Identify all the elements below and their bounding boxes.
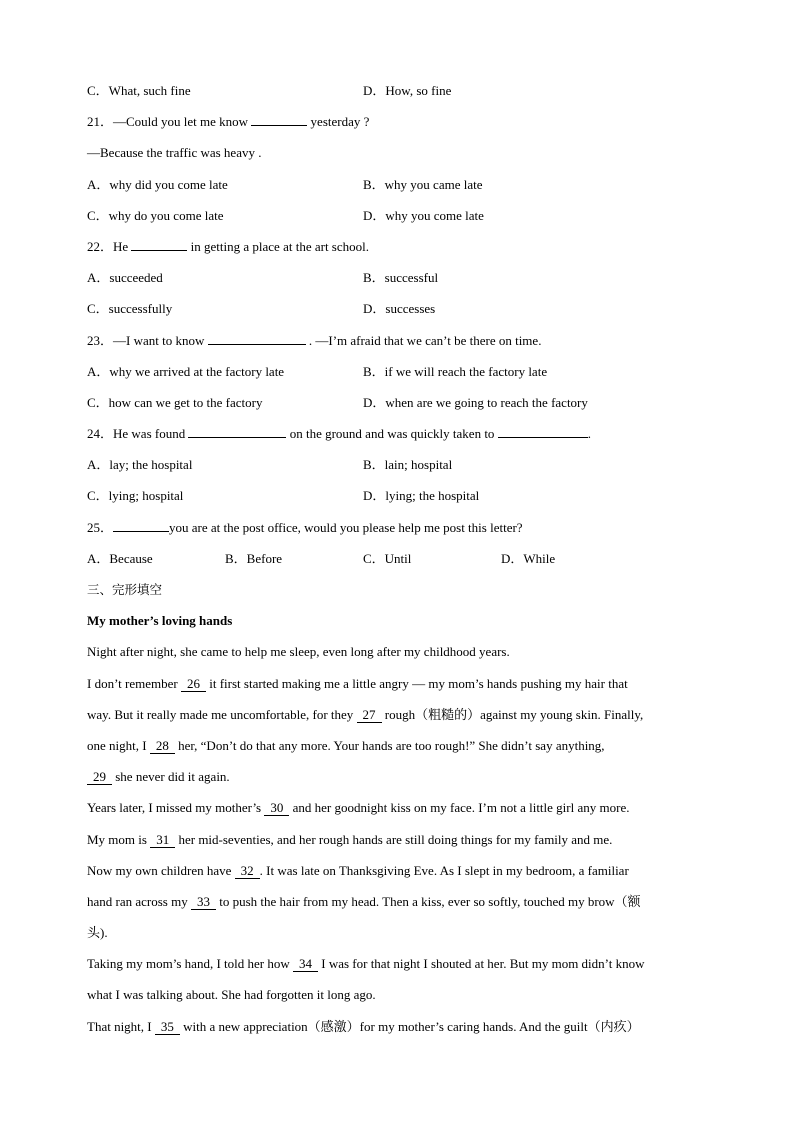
passage-title: My mother’s loving hands [87,613,233,629]
passage-text: . It was late on Thanksgiving Eve. As I slept in my bedroom, a familiar [259,862,629,878]
q22-stem [87,234,712,265]
passage-text: Taking my mom’s hand, I told her how [87,956,293,972]
q22-options-ab [87,265,712,296]
q22-blank [131,236,187,251]
passage-line-4 [87,733,712,764]
q22-option-c[interactable]: C．successfully [87,301,173,317]
blank-32[interactable]: 32 [235,864,260,879]
passage-line-10: 头). [87,925,108,941]
passage-text: with a new appreciation（感激）for my mother’s caring hands. And the guilt（内疚） [179,1018,640,1034]
q23-option-d[interactable]: D．when are we going to reach the factory [363,394,588,410]
blank-35[interactable]: 35 [155,1020,180,1035]
passage-line-7 [87,827,712,858]
passage-text: My mom is [87,831,151,847]
q21-answer-line: —Because the traffic was heavy . [87,145,262,161]
q21-stem [87,109,712,140]
blank-34[interactable]: 34 [293,957,318,972]
q24-option-a[interactable]: A．lay; the hospital [87,457,193,473]
q25-blank [113,517,169,532]
q20-options-cd [87,78,712,109]
passage-line-12: what I was talking about. She had forgotten it long ago. [87,987,376,1003]
passage-text: I don’t remember [87,675,181,691]
q23-option-a[interactable]: A．why we arrived at the factory late [87,363,285,379]
passage-text: way. But it really made me uncomfortable, for they [87,706,357,722]
q21-options-ab [87,172,712,203]
q21-option-c[interactable]: C．why do you come late [87,207,224,223]
q24-options-cd [87,483,712,514]
q22-options-cd [87,296,712,327]
q25-option-c[interactable]: C．Until [363,550,412,566]
q24-option-b[interactable]: B．lain; hospital [363,457,453,473]
q22-option-d[interactable]: D．successes [363,301,436,317]
q25-options [87,546,712,577]
q24-option-d[interactable]: D．lying; the hospital [363,488,480,504]
q24-option-c[interactable]: C．lying; hospital [87,488,184,504]
q22-stem-start: 22．He [87,238,129,254]
q25-stem-end: you are at the post office, would you please help me post this letter? [169,519,523,535]
q23-options-ab [87,359,712,390]
q20-option-c[interactable]: C．What, such fine [87,83,191,98]
q24-stem-end: . [587,426,591,442]
blank-30[interactable]: 30 [264,801,289,816]
q25-option-d[interactable]: D．While [501,550,556,566]
q23-blank [208,330,306,345]
q22-option-a[interactable]: A．succeeded [87,270,163,286]
q24-stem-middle: on the ground and was quickly taken to [289,426,495,442]
q20-option-d[interactable]: D．How, so fine [363,83,452,98]
passage-line-6 [87,795,712,826]
q21-stem-start: 21．—Could you let me know [87,114,249,130]
passage-text: one night, I [87,737,150,753]
blank-31[interactable]: 31 [150,833,175,848]
passage-text: Now my own children have [87,862,235,878]
q25-stem [87,515,712,546]
q22-stem-end: in getting a place at the art school. [190,238,369,254]
passage-line-5 [87,764,712,795]
q21-options-cd [87,203,712,234]
passage-text: I was for that night I shouted at her. But my mom didn’t know [317,956,645,972]
q24-blank-2 [498,423,588,438]
passage-line-13 [87,1014,712,1045]
q25-option-a[interactable]: A．Because [87,550,153,566]
blank-27[interactable]: 27 [357,708,382,723]
q23-option-c[interactable]: C．how can we get to the factory [87,394,263,410]
q25-stem-start: 25． [87,519,114,535]
passage-text: Years later, I missed my mother’s [87,800,265,816]
q25-option-b[interactable]: B．Before [225,550,283,566]
blank-33[interactable]: 33 [191,895,216,910]
q21-option-a[interactable]: A．why did you come late [87,176,228,192]
passage-line-9 [87,889,712,920]
passage-line-2 [87,671,712,702]
passage-text: hand ran across my [87,893,191,909]
passage-text: her, “Don’t do that any more. Your hands are too rough!” She didn’t say anything, [174,737,605,753]
passage-text: rough（粗糙的）against my young skin. Finally, [381,706,644,722]
q21-option-b[interactable]: B．why you came late [363,176,483,192]
document-page [87,78,712,1045]
q23-option-b[interactable]: B．if we will reach the factory late [363,363,548,379]
passage-line-3 [87,702,712,733]
passage-line-1: Night after night, she came to help me sleep, even long after my childhood years. [87,644,510,660]
q24-blank-1 [188,423,286,438]
q24-options-ab [87,452,712,483]
q23-stem [87,328,712,359]
passage-text: her mid-seventies, and her rough hands are still doing things for my family and me. [175,831,613,847]
passage-text: she never did it again. [112,769,230,785]
q24-stem-start: 24．He was found [87,426,186,442]
section-heading: 三、完形填空 [87,582,163,597]
q23-options-cd [87,390,712,421]
passage-text: it first started making me a little angry — my mom’s hands pushing my hair that [205,675,628,691]
q21-blank [251,111,307,126]
q24-stem [87,421,712,452]
blank-29[interactable]: 29 [87,770,112,785]
passage-line-8 [87,858,712,889]
q22-option-b[interactable]: B．successful [363,270,439,286]
passage-text: and her goodnight kiss on my face. I’m not a little girl any more. [289,800,630,816]
passage-text: That night, I [87,1018,155,1034]
blank-28[interactable]: 28 [150,739,175,754]
q21-stem-end: yesterday ? [310,114,370,130]
q21-option-d[interactable]: D．why you come late [363,207,484,223]
blank-26[interactable]: 26 [181,677,206,692]
passage-line-11 [87,951,712,982]
passage-text: to push the hair from my head. Then a kiss, ever so softly, touched my brow（额 [215,893,641,909]
q23-stem-start: 23．—I want to know [87,332,205,348]
q23-stem-end: . —I’m afraid that we can’t be there on time. [308,332,542,348]
